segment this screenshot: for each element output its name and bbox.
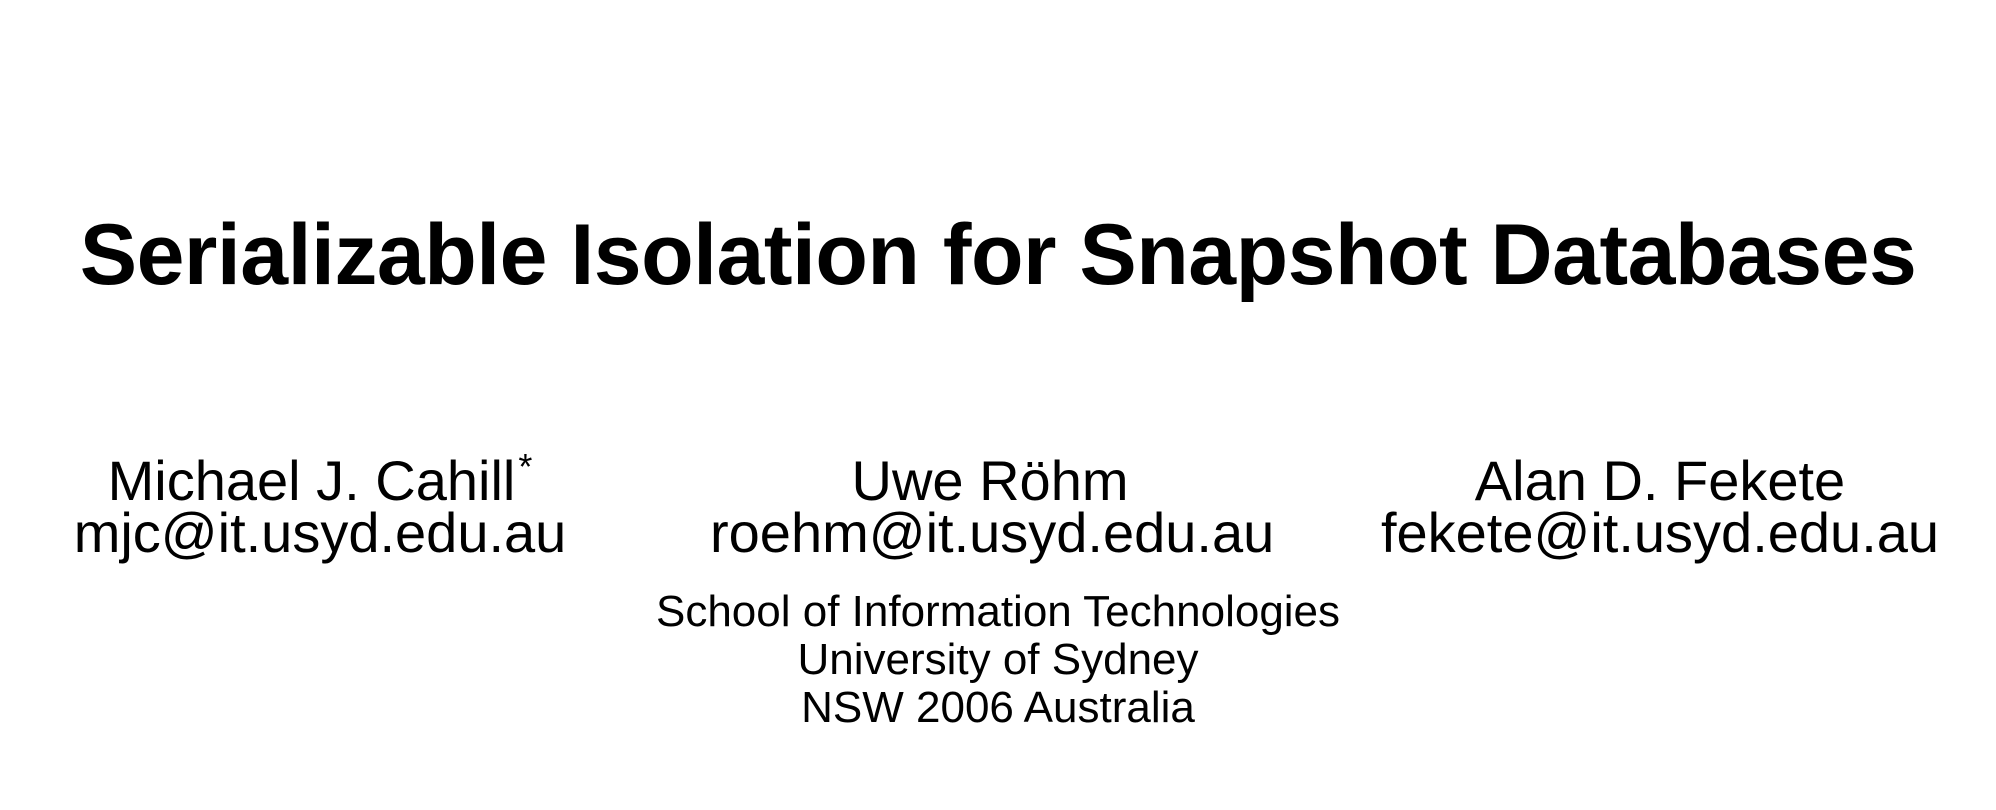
affiliation-school: School of Information Technologies (655, 587, 1341, 636)
author-block-rohm (710, 449, 1275, 564)
author-email: mjc@it.usyd.edu.au (73, 501, 567, 564)
author-block-cahill (40, 446, 600, 564)
author-name (40, 446, 600, 512)
footnote-mark: * (518, 446, 533, 487)
author-name: Alan D. Fekete (1474, 449, 1846, 512)
affiliation-block (0, 588, 1996, 732)
affiliation-university: University of Sydney (797, 635, 1199, 684)
paper-title: Serializable Isolation for Snapshot Databases (79, 207, 1917, 303)
affiliation-location: NSW 2006 Australia (801, 683, 1195, 732)
author-email: roehm@it.usyd.edu.au (710, 501, 1275, 564)
author-block-fekete (1380, 449, 1940, 564)
author-name: Uwe Röhm (851, 449, 1129, 512)
author-email: fekete@it.usyd.edu.au (1380, 501, 1940, 564)
author-name-text: Michael J. Cahill (107, 449, 516, 512)
